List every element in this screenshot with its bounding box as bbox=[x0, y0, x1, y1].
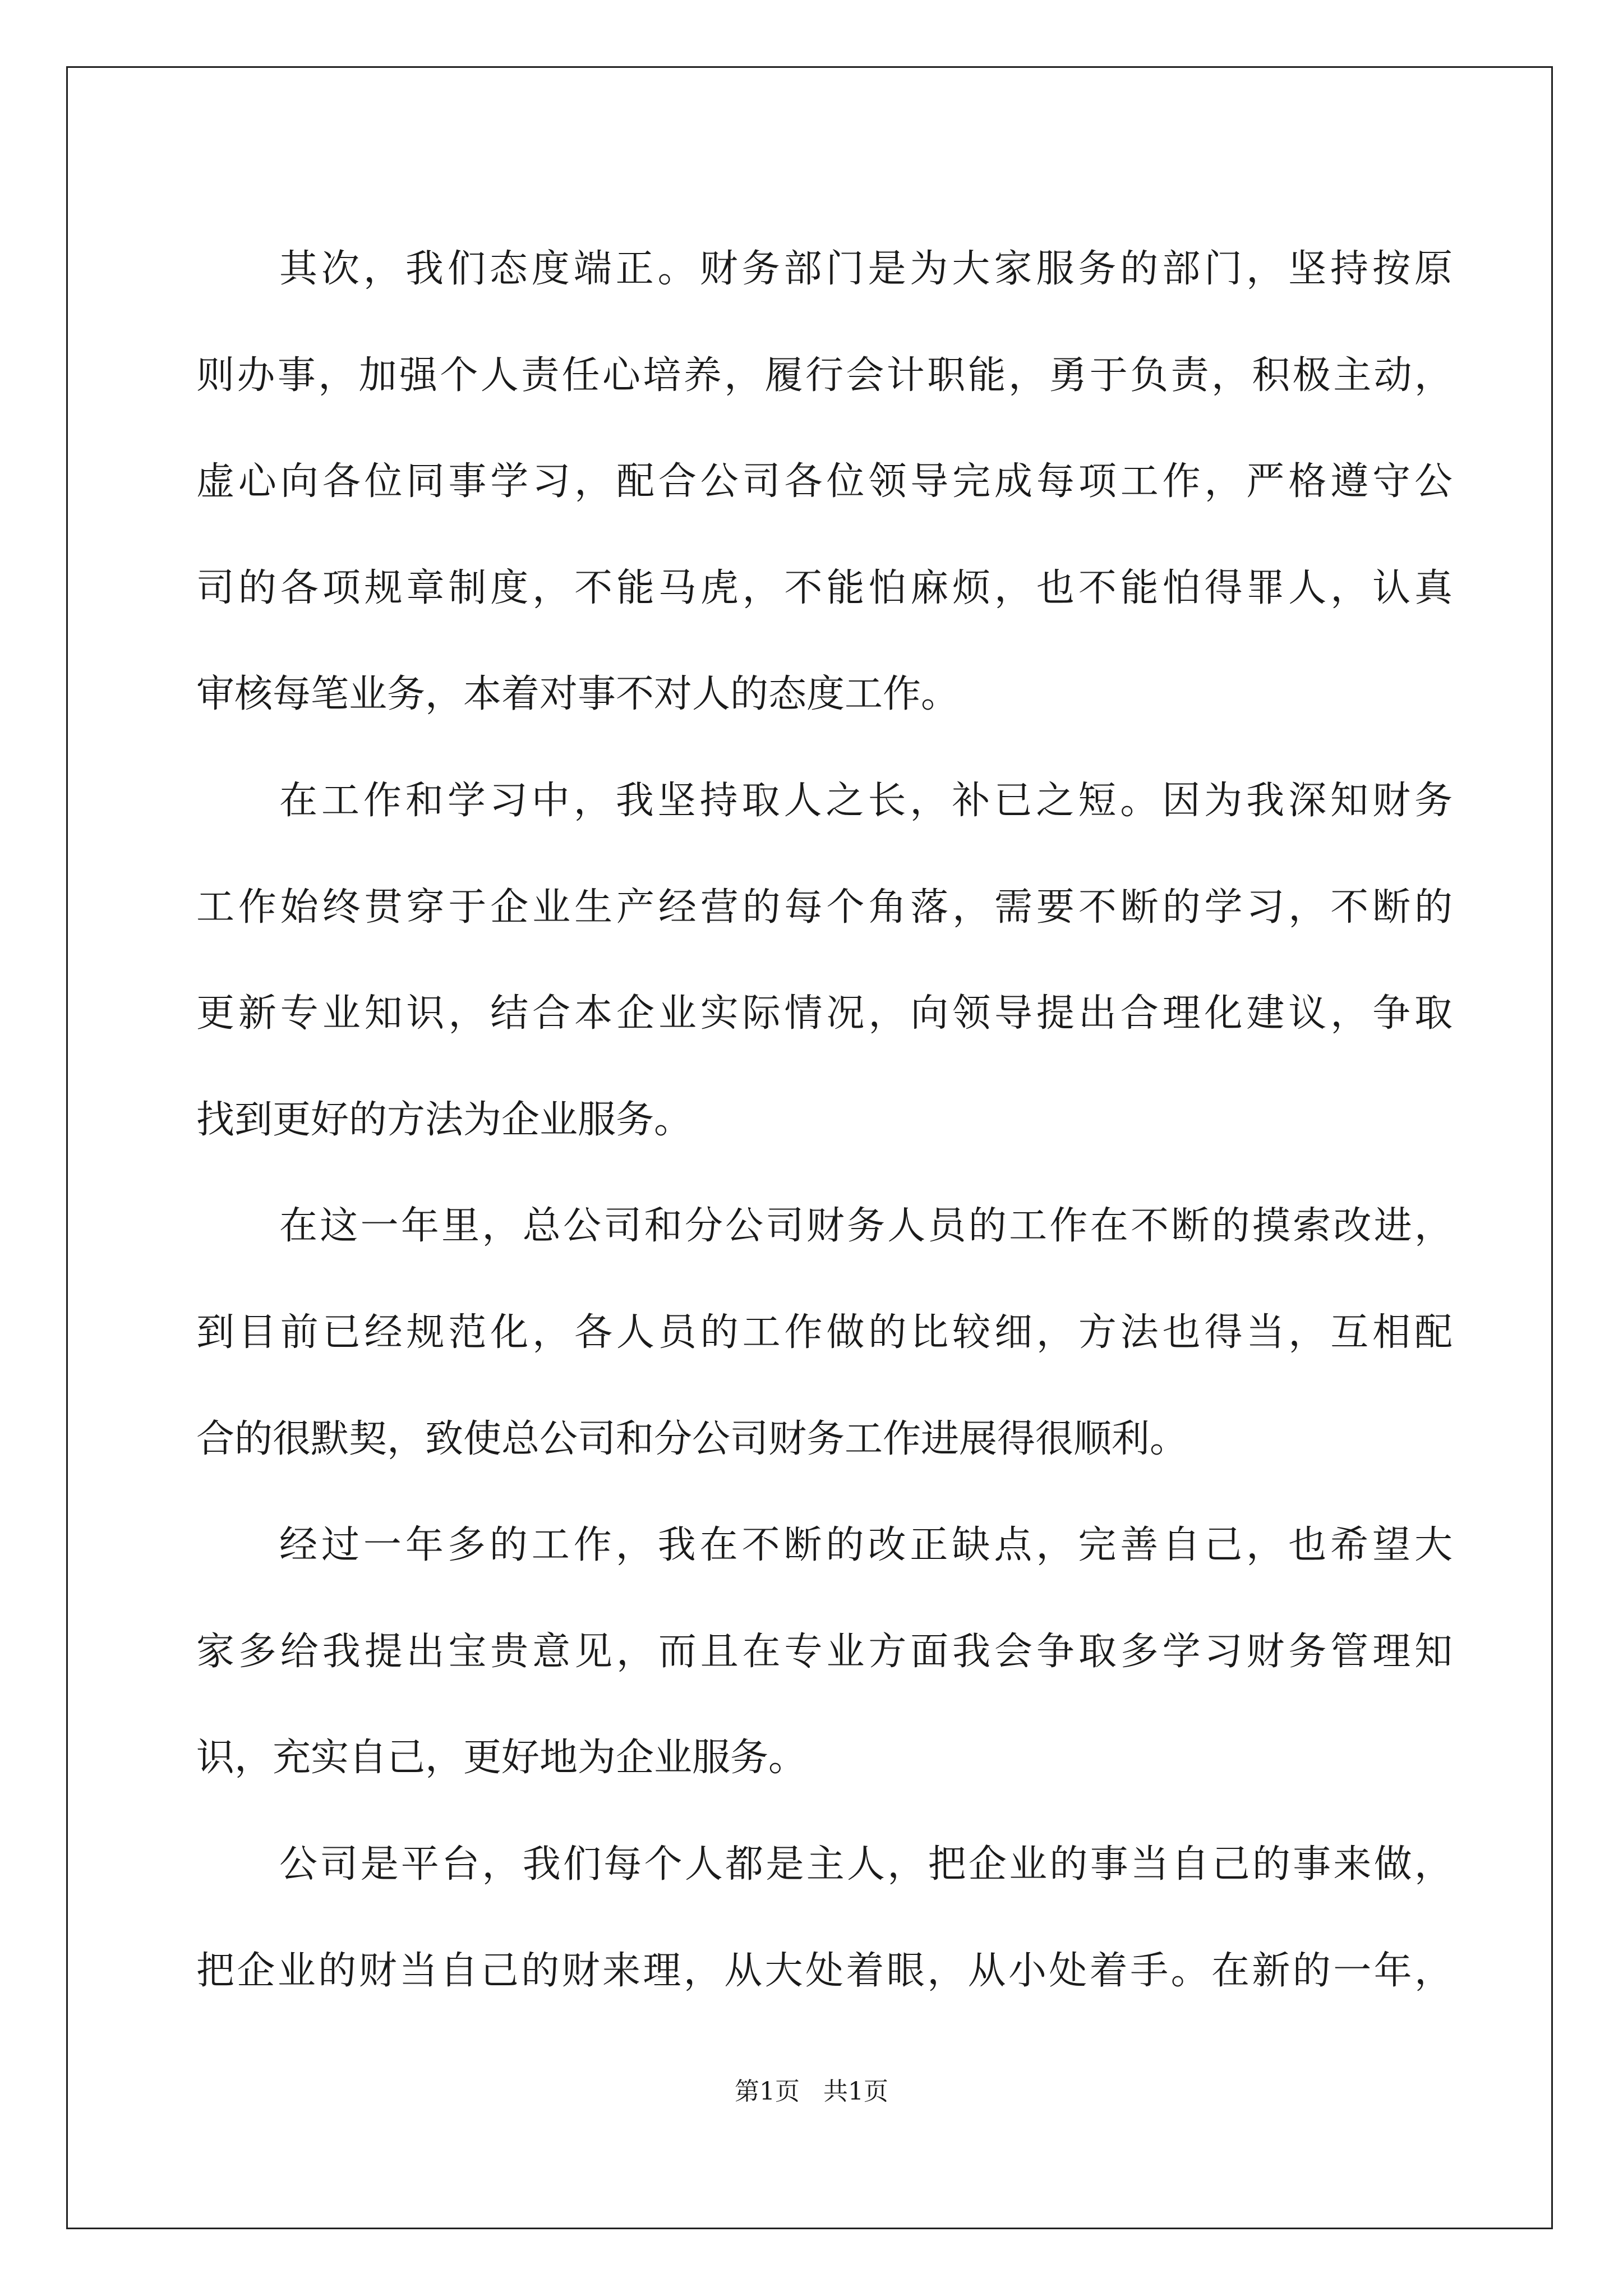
paragraph-3-line-2: 到目前已经规范化，各人员的工作做的比较细，方法也得当，互相配 bbox=[196, 1310, 1453, 1355]
document-body bbox=[196, 216, 1453, 2024]
paragraph-3-line-1: 在这一年里，总公司和分公司财务人员的工作在不断的摸索改进， bbox=[279, 1204, 1453, 1249]
paragraph-2-line-4: 找到更好的方法为企业服务。 bbox=[196, 1097, 693, 1142]
paragraph-1-line-2: 则办事，加强个人责任心培养，履行会计职能，勇于负责，积极主动， bbox=[196, 353, 1453, 398]
paragraph-2-line-2: 工作始终贯穿于企业生产经营的每个角落，需要不断的学习，不断的 bbox=[196, 885, 1453, 930]
paragraph-1-line-3: 虚心向各位同事学习，配合公司各位领导完成每项工作，严格遵守公 bbox=[196, 459, 1453, 504]
paragraph-5-line-1: 公司是平台，我们每个人都是主人，把企业的事当自己的事来做， bbox=[279, 1842, 1453, 1887]
paragraph-4-line-2: 家多给我提出宝贵意见，而且在专业方面我会争取多学习财务管理知 bbox=[196, 1629, 1453, 1674]
paragraph-1-line-4: 司的各项规章制度，不能马虎，不能怕麻烦，也不能怕得罪人，认真 bbox=[196, 565, 1453, 610]
paragraph-2-line-1: 在工作和学习中，我坚持取人之长，补已之短。因为我深知财务 bbox=[279, 778, 1453, 823]
page-number-footer: 第1页 共1页 bbox=[735, 2077, 888, 2106]
paragraph-4-line-1: 经过一年多的工作，我在不断的改正缺点，完善自己，也希望大 bbox=[279, 1523, 1453, 1568]
paragraph-2-line-3: 更新专业知识，结合本企业实际情况，向领导提出合理化建议，争取 bbox=[196, 991, 1453, 1036]
paragraph-1-line-1: 其次，我们态度端正。财务部门是为大家服务的部门，坚持按原 bbox=[279, 247, 1453, 291]
paragraph-3-line-3: 合的很默契，致使总公司和分公司财务工作进展得很顺利。 bbox=[196, 1416, 1188, 1461]
paragraph-1-line-5: 审核每笔业务，本着对事不对人的态度工作。 bbox=[196, 672, 960, 717]
paragraph-5-line-2: 把企业的财当自己的财来理，从大处着眼，从小处着手。在新的一年， bbox=[196, 1948, 1453, 1993]
paragraph-4-line-3: 识，充实自己，更好地为企业服务。 bbox=[196, 1736, 807, 1780]
